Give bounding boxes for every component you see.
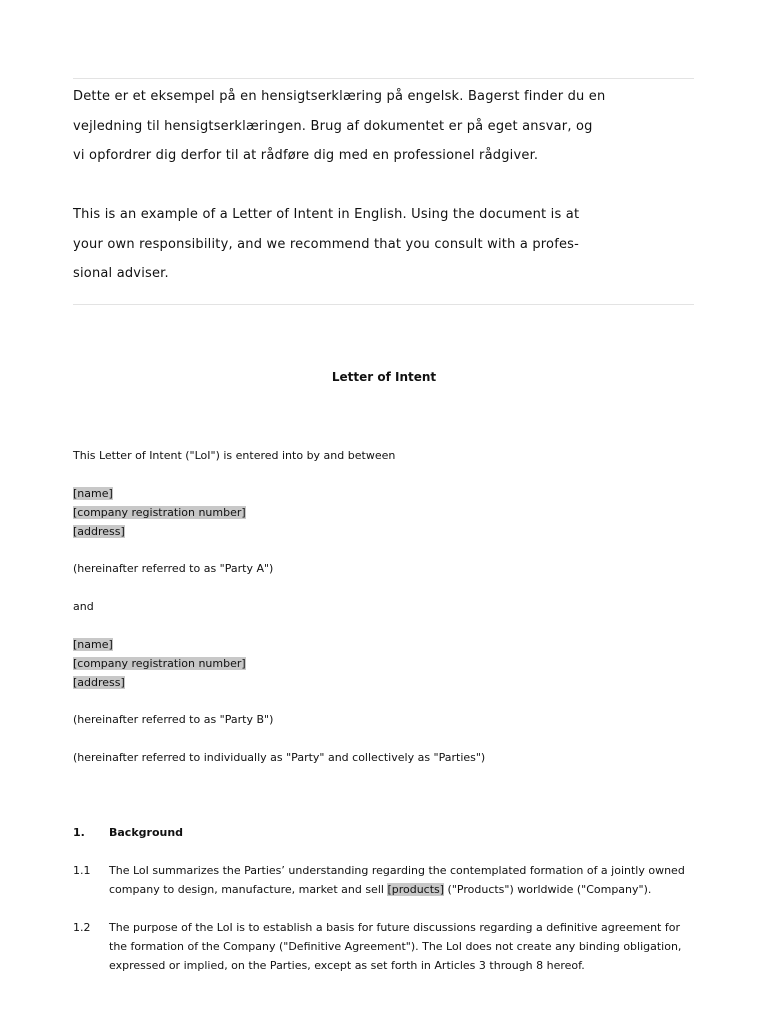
party-a-registration-placeholder: [company registration number] <box>73 505 246 519</box>
section-1-number: 1. <box>73 826 85 839</box>
clause-1-2-line-1: The purpose of the LoI is to establish a basis for future discussions regarding a definitive agreement for <box>109 921 680 934</box>
and-connector: and <box>73 600 94 613</box>
clause-1-2-number: 1.2 <box>73 921 91 934</box>
section-1-heading: Background <box>109 826 184 839</box>
intro-english-line-3: sional adviser. <box>73 266 169 281</box>
products-placeholder: [products] <box>387 882 445 896</box>
opening-sentence: This Letter of Intent ("LoI") is entered into by and between <box>73 449 396 462</box>
intro-danish-line-2: vejledning til hensigtserklæringen. Brug af dokumentet er på eget ansvar, og <box>73 118 593 134</box>
clause-1-1-line-2-post: ("Products") worldwide ("Company"). <box>444 882 652 896</box>
intro-english <box>73 200 698 289</box>
bottom-divider <box>73 304 694 305</box>
party-b-name-placeholder: [name] <box>73 638 113 651</box>
party-b-address-placeholder: [address] <box>73 675 125 689</box>
intro-danish-line-1: Dette er et eksempel på en hensigtserklæring på engelsk. Bagerst finder du en <box>73 89 606 104</box>
clause-1-2-line-3: expressed or implied, on the Parties, except as set forth in Articles 3 through 8 hereof. <box>109 958 585 972</box>
party-a-name-placeholder: [name] <box>73 487 113 500</box>
collective-definition: (hereinafter referred to individually as "Party" and collectively as "Parties") <box>73 751 486 764</box>
party-b-block <box>73 636 246 692</box>
party-a-referred: (hereinafter referred to as "Party A") <box>73 562 274 575</box>
document-title: Letter of Intent <box>331 370 437 384</box>
party-a-address-placeholder: [address] <box>73 524 125 538</box>
clause-1-2-line-2: the formation of the Company ("Definitive Agreement"). The LoI does not create any binding obligation, <box>109 939 682 953</box>
clause-1-1-number: 1.1 <box>73 864 91 877</box>
intro-danish <box>73 82 698 171</box>
party-b-registration-placeholder: [company registration number] <box>73 656 246 670</box>
top-divider <box>73 78 694 79</box>
intro-danish-line-3: vi opfordrer dig derfor til at rådføre dig med en professionel rådgiver. <box>73 148 539 163</box>
intro-english-line-1: This is an example of a Letter of Intent in English. Using the document is at <box>73 207 580 222</box>
clause-1-1-text <box>109 862 709 900</box>
intro-english-line-2: your own responsibility, and we recommend that you consult with a profes- <box>73 236 580 252</box>
party-a-block <box>73 485 246 541</box>
clause-1-2-text <box>109 919 709 975</box>
clause-1-1-line-2-pre: company to design, manufacture, market and sell <box>109 882 388 896</box>
clause-1-1-line-1: The LoI summarizes the Parties’ understanding regarding the contemplated formation of a jointly owned <box>109 864 685 877</box>
party-b-referred: (hereinafter referred to as "Party B") <box>73 713 274 726</box>
